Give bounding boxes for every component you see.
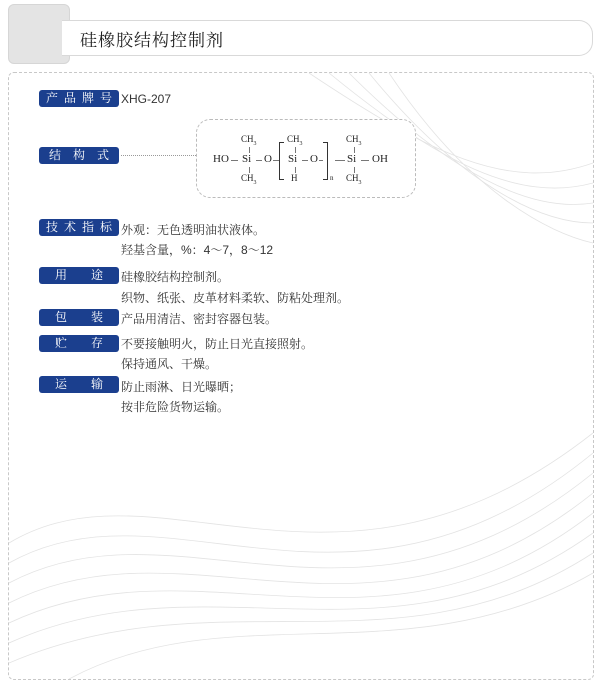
formula-o-2: O: [310, 153, 318, 165]
ch3-top-2: $CH_3$: [287, 134, 303, 147]
header-tab: [8, 4, 70, 64]
label-product-grade: [39, 90, 119, 107]
label-usage: [39, 267, 119, 284]
value-transport-2: 按非危险货物运输。: [121, 400, 230, 414]
formula-o-1: O: [264, 153, 272, 165]
label-char: 品: [63, 91, 76, 105]
bracket-right: [323, 142, 328, 180]
label-packaging: [39, 309, 119, 326]
label-char: 标: [99, 220, 112, 234]
formula-ho: HO: [213, 153, 229, 165]
ch3-bottom-1: $CH_3$: [241, 173, 257, 186]
page-title: 硅橡胶结构控制剂: [80, 31, 224, 50]
value-usage-2: 织物、纸张、皮革材料柔软、防粘处理剂。: [121, 291, 350, 305]
bracket-left: [279, 142, 284, 180]
formula-si-1: Si: [242, 153, 252, 165]
label-transport: [39, 376, 119, 393]
value-hydroxyl-content: 羟基含量，%：4～7，8～12: [121, 243, 274, 257]
label-char: 产: [45, 91, 58, 105]
value-packaging: 产品用清洁、密封容器包装。: [121, 312, 278, 326]
label-technical-specs: [39, 219, 119, 236]
formula-si-3: Si: [347, 153, 357, 165]
label-char: 牌: [81, 91, 94, 105]
ch3-bottom-3: $CH_3$: [346, 173, 362, 186]
label-char: 指: [81, 220, 94, 234]
label-char: 贮: [54, 336, 67, 350]
value-product-grade: XHG-207: [121, 92, 172, 106]
label-char: 术: [63, 220, 76, 234]
formula-si-2: Si: [288, 153, 298, 165]
label-structure: [39, 147, 119, 164]
ch3-top-3: $CH_3$: [346, 134, 362, 147]
value-transport-1: 防止雨淋、日光曝晒；: [121, 380, 242, 394]
label-char: 结: [48, 148, 61, 162]
label-char: 输: [90, 377, 103, 391]
label-char: 途: [90, 268, 103, 282]
dotted-connector: [121, 155, 196, 156]
label-char: 用: [54, 268, 67, 282]
value-storage-1: 不要接触明火，防止日光直接照射。: [121, 337, 314, 351]
ch3-top-1: $CH_3$: [241, 134, 257, 147]
label-char: 技: [45, 220, 58, 234]
label-char: 式: [96, 148, 109, 162]
label-char: 构: [72, 148, 85, 162]
label-char: 装: [90, 310, 103, 324]
label-char: 运: [54, 377, 67, 391]
label-char: 号: [99, 91, 112, 105]
formula-n: n: [330, 174, 334, 182]
value-storage-2: 保持通风、干燥。: [121, 357, 218, 371]
formula-box: [196, 119, 416, 198]
content-panel: [8, 72, 594, 680]
formula-oh: OH: [372, 153, 388, 165]
label-char: 包: [54, 310, 67, 324]
value-usage-1: 硅橡胶结构控制剂。: [121, 270, 230, 284]
label-char: 存: [90, 336, 103, 350]
value-appearance: 外观：无色透明油状液体。: [121, 223, 266, 237]
label-storage: [39, 335, 119, 352]
formula-h: H: [291, 173, 298, 183]
